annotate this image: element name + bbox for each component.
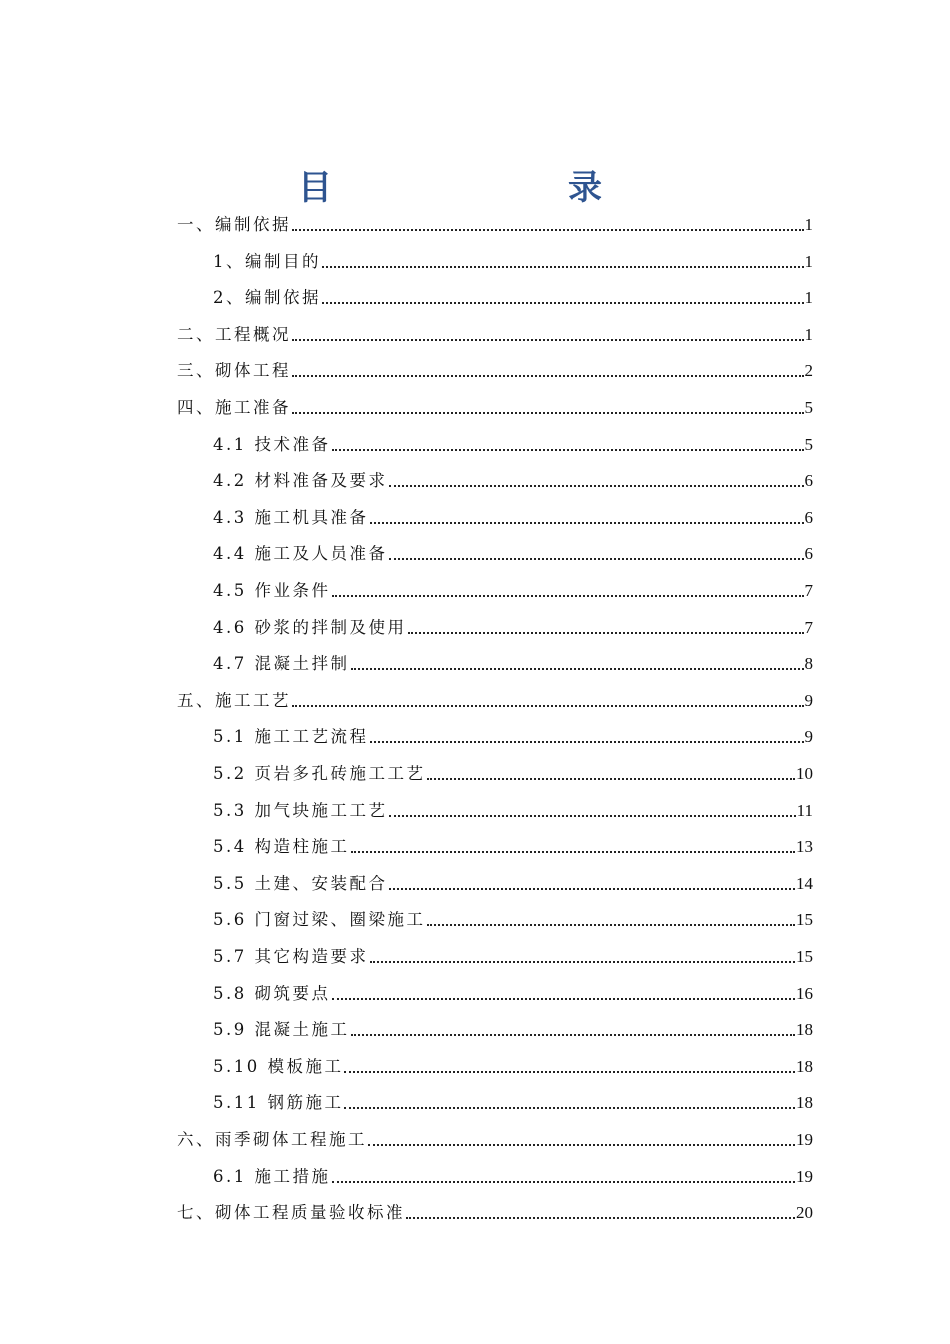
toc-entry[interactable] — [177, 1200, 813, 1224]
toc-entry-label: 4.3 施工机具准备 — [213, 507, 369, 527]
toc-dot-leader — [332, 1181, 796, 1183]
toc-dot-leader — [427, 778, 796, 780]
toc-entry[interactable] — [213, 285, 813, 309]
toc-title: 目 录 — [298, 168, 658, 208]
toc-dot-leader — [370, 522, 804, 524]
toc-dot-leader — [322, 266, 804, 268]
toc-entry-page-number: 7 — [804, 581, 813, 600]
toc-entry[interactable] — [213, 541, 813, 565]
toc-entry-label: 5.4 构造柱施工 — [213, 837, 350, 857]
toc-dot-leader — [351, 851, 796, 853]
toc-entry[interactable] — [213, 1017, 813, 1041]
toc-entry[interactable] — [213, 1164, 813, 1188]
toc-entry-label: 4.1 技术准备 — [213, 434, 331, 454]
toc-dot-leader — [332, 998, 796, 1000]
toc-dot-leader — [368, 1144, 795, 1146]
toc-entry-label: 4.6 砂浆的拌制及使用 — [213, 617, 407, 637]
toc-entry-page-number: 19 — [796, 1166, 813, 1186]
toc-entry[interactable] — [213, 505, 813, 529]
toc-entry-page-number: 20 — [796, 1203, 813, 1223]
toc-entry-page-number: 15 — [796, 910, 813, 930]
toc-entry[interactable] — [213, 1054, 813, 1078]
toc-entry-label: 5.2 页岩多孔砖施工工艺 — [213, 764, 426, 783]
toc-entry[interactable] — [213, 981, 813, 1005]
toc-entry[interactable] — [213, 578, 813, 602]
toc-entry-label: 五、施工工艺 — [177, 690, 291, 710]
toc-entry[interactable] — [213, 761, 813, 785]
toc-dot-leader — [389, 485, 804, 487]
toc-entry-page-number: 11 — [796, 800, 813, 820]
toc-entry[interactable] — [213, 871, 813, 895]
toc-dot-leader — [292, 412, 804, 414]
toc-entry-page-number: 15 — [796, 947, 813, 966]
toc-dot-leader — [292, 339, 804, 341]
toc-entry[interactable] — [213, 1090, 813, 1114]
toc-entry[interactable] — [213, 432, 813, 456]
toc-entry[interactable] — [213, 834, 813, 858]
toc-entry-label: 二、工程概况 — [177, 324, 291, 344]
toc-entry[interactable] — [177, 1127, 813, 1151]
toc-entry-label: 三、砌体工程 — [177, 361, 291, 381]
toc-entry-label: 5.7 其它构造要求 — [213, 947, 369, 966]
toc-entry[interactable] — [177, 395, 813, 419]
toc-entry[interactable] — [213, 798, 813, 822]
toc-dot-leader — [351, 668, 804, 670]
toc-entry-label: 四、施工准备 — [177, 398, 291, 417]
toc-entry-page-number: 1 — [804, 288, 813, 308]
toc-entry-page-number: 18 — [796, 1020, 813, 1040]
toc-entry-label: 5.11 钢筋施工 — [213, 1093, 344, 1113]
toc-entry[interactable] — [213, 944, 813, 968]
toc-dot-leader — [344, 1107, 795, 1109]
toc-entry-page-number: 13 — [796, 837, 813, 857]
toc-entry-page-number: 6 — [804, 507, 813, 527]
toc-entry-page-number: 2 — [804, 361, 813, 381]
toc-entry-label: 4.7 混凝土拌制 — [213, 654, 350, 674]
toc-entry[interactable] — [213, 651, 813, 675]
toc-dot-leader — [427, 924, 796, 926]
toc-dot-leader — [389, 558, 804, 560]
toc-entry-label: 2、编制依据 — [213, 288, 321, 308]
toc-entry-page-number: 6 — [804, 544, 813, 564]
toc-entry-label: 一、编制依据 — [177, 215, 291, 234]
toc-entry-page-number: 6 — [804, 471, 813, 491]
toc-dot-leader — [408, 632, 804, 634]
toc-entry-label: 5.10 模板施工 — [213, 1056, 344, 1076]
toc-dot-leader — [351, 1034, 796, 1036]
toc-entry-label: 5.3 加气块施工工艺 — [213, 800, 388, 820]
toc-entry-page-number: 9 — [804, 690, 813, 710]
toc-dot-leader — [332, 595, 804, 597]
toc-entry-label: 4.2 材料准备及要求 — [213, 471, 388, 491]
toc-dot-leader — [292, 229, 804, 231]
toc-entry-label: 5.5 土建、安装配合 — [213, 873, 388, 893]
toc-entry-label: 5.8 砌筑要点 — [213, 983, 331, 1003]
toc-entry-page-number: 1 — [804, 215, 813, 234]
toc-dot-leader — [370, 741, 804, 743]
toc-entry[interactable] — [177, 358, 813, 382]
toc-entry-label: 6.1 施工措施 — [213, 1166, 331, 1186]
toc-entry-page-number: 5 — [804, 434, 813, 454]
toc-entry-page-number: 19 — [796, 1130, 813, 1149]
toc-entry-label: 4.4 施工及人员准备 — [213, 544, 388, 564]
toc-dot-leader — [389, 815, 796, 817]
toc-entry-label: 六、雨季砌体工程施工 — [177, 1130, 367, 1149]
toc-dot-leader — [332, 449, 804, 451]
toc-dot-leader — [292, 705, 804, 707]
toc-entry-label: 5.1 施工工艺流程 — [213, 727, 369, 747]
toc-dot-leader — [406, 1217, 795, 1219]
toc-dot-leader — [322, 302, 804, 304]
toc-entry[interactable] — [177, 322, 813, 346]
toc-entry-page-number: 16 — [796, 983, 813, 1003]
toc-dot-leader — [389, 888, 796, 890]
toc-entry-label: 七、砌体工程质量验收标准 — [177, 1203, 405, 1223]
toc-entry-page-number: 7 — [804, 617, 813, 637]
toc-entry-page-number: 1 — [804, 324, 813, 344]
toc-entry-page-number: 18 — [796, 1093, 813, 1113]
toc-entry-page-number: 9 — [804, 727, 813, 747]
toc-entry-page-number: 14 — [796, 873, 813, 893]
toc-entry-label: 5.9 混凝土施工 — [213, 1020, 350, 1040]
toc-dot-leader — [370, 961, 796, 963]
toc-entry-label: 4.5 作业条件 — [213, 581, 331, 600]
toc-entry-page-number: 18 — [796, 1056, 813, 1076]
toc-entry[interactable] — [213, 468, 813, 492]
toc-entry-page-number: 5 — [804, 398, 813, 417]
toc-entry[interactable] — [177, 212, 813, 236]
toc-entry[interactable] — [213, 249, 813, 273]
toc-entry[interactable] — [213, 724, 813, 748]
toc-dot-leader — [292, 375, 804, 377]
toc-entry-label: 5.6 门窗过梁、圈梁施工 — [213, 910, 426, 930]
toc-entry-label: 1、编制目的 — [213, 251, 321, 271]
toc-entry-page-number: 1 — [804, 251, 813, 271]
toc-dot-leader — [344, 1071, 795, 1073]
toc-entry[interactable] — [177, 688, 813, 712]
toc-entry-page-number: 10 — [796, 764, 813, 783]
toc-entry[interactable] — [213, 615, 813, 639]
toc-entry-page-number: 8 — [804, 654, 813, 674]
toc-entry[interactable] — [213, 907, 813, 931]
